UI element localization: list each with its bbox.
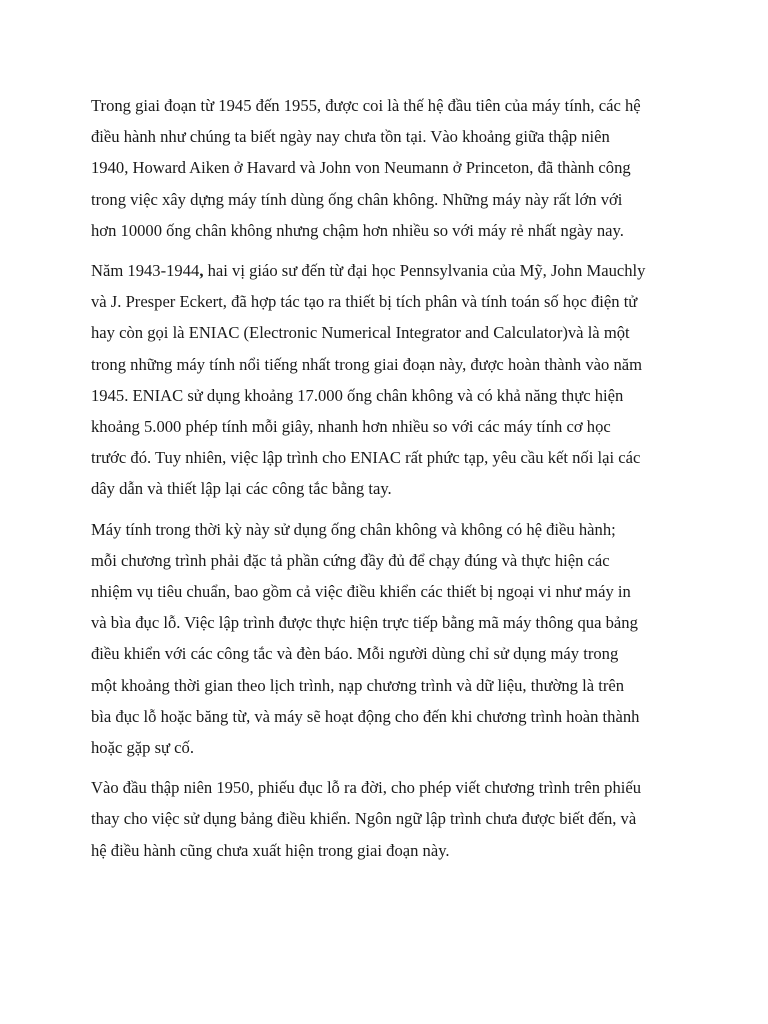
text-line: trước đó. Tuy nhiên, việc lập trình cho ENIAC rất phức tạp, yêu cầu kết nối lại các (91, 448, 641, 468)
paragraph-1 (91, 90, 681, 246)
text-line: 1945. ENIAC sử dụng khoảng 17.000 ống chân không và có khả năng thực hiện (91, 385, 624, 405)
text-line: thay cho việc sử dụng bảng điều khiển. Ngôn ngữ lập trình chưa được biết đến, và (91, 809, 637, 829)
text-line: trong những máy tính nổi tiếng nhất trong giai đoạn này, được hoàn thành vào năm (91, 354, 643, 374)
text-line: dây dẫn và thiết lập lại các công tắc bằng tay. (91, 479, 392, 499)
text-line: điều hành như chúng ta biết ngày nay chưa tồn tại. Vào khoảng giữa thập niên (91, 127, 610, 147)
text-fragment: hai vị giáo sư đến từ đại học Pennsylvania của Mỹ, John Mauchly (203, 261, 646, 281)
text-fragment: Năm 1943-1944 (91, 261, 200, 281)
bold-fragment: , (199, 261, 204, 281)
text-line: hoặc gặp sự cố. (91, 738, 194, 758)
text-line (91, 255, 681, 286)
text-line: hay còn gọi là ENIAC (Electronic Numerical Integrator and Calculator)và là một (91, 323, 630, 343)
text-line: khoảng 5.000 phép tính mỗi giây, nhanh hơn nhiều so với các máy tính cơ học (91, 417, 611, 437)
paragraph-2 (91, 255, 681, 505)
text-line: Vào đầu thập niên 1950, phiếu đục lỗ ra đời, cho phép viết chương trình trên phiếu (91, 778, 642, 798)
text-line: một khoảng thời gian theo lịch trình, nạp chương trình và dữ liệu, thường là trên (91, 675, 625, 695)
text-line: điều khiển với các công tắc và đèn báo. Mỗi người dùng chỉ sử dụng máy trong (91, 644, 619, 664)
text-line: mỗi chương trình phải đặc tả phần cứng đầy đủ để chạy đúng và thực hiện các (91, 550, 610, 570)
paragraph-4 (91, 772, 681, 866)
text-line: hệ điều hành cũng chưa xuất hiện trong giai đoạn này. (91, 840, 450, 860)
text-line: hơn 10000 ống chân không nhưng chậm hơn nhiều so với máy rẻ nhất ngày nay. (91, 220, 624, 240)
document-body (91, 90, 681, 875)
text-line: bìa đục lỗ hoặc băng từ, và máy sẽ hoạt động cho đến khi chương trình hoàn thành (91, 706, 640, 726)
text-line: Máy tính trong thời kỳ này sử dụng ống chân không và không có hệ điều hành; (91, 519, 616, 539)
paragraph-3 (91, 514, 681, 764)
text-line: Trong giai đoạn từ 1945 đến 1955, được coi là thế hệ đầu tiên của máy tính, các hệ (91, 96, 641, 115)
text-line: và J. Presper Eckert, đã hợp tác tạo ra thiết bị tích phân và tính toán số học điện tử (91, 292, 638, 312)
text-line: nhiệm vụ tiêu chuẩn, bao gồm cả việc điều khiển các thiết bị ngoại vi như máy in (91, 582, 631, 602)
text-line: 1940, Howard Aiken ở Havard và John von Neumann ở Princeton, đã thành công (91, 158, 631, 178)
text-line: và bìa đục lỗ. Việc lập trình được thực hiện trực tiếp bằng mã máy thông qua bảng (91, 613, 638, 633)
text-line: trong việc xây dựng máy tính dùng ống chân không. Những máy này rất lớn với (91, 189, 623, 209)
